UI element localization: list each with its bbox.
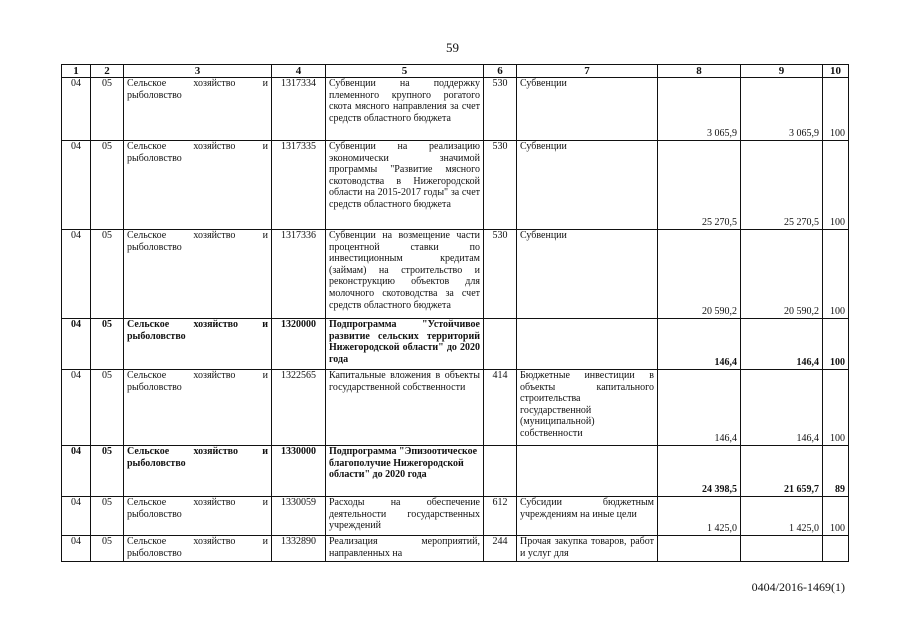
cell-subsection: 05: [91, 78, 124, 141]
cell-executed: 25 270,5: [741, 141, 823, 230]
cell-percent: 89: [823, 446, 849, 497]
cell-expense-name: Субсидии бюджетным учреждениям на иные цели: [517, 497, 658, 536]
col-header-10: 10: [823, 65, 849, 78]
cell-expense-name: Субвенции: [517, 141, 658, 230]
cell-executed: 146,4: [741, 370, 823, 446]
cell-percent: 100: [823, 78, 849, 141]
cell-subsection: 05: [91, 230, 124, 319]
cell-target-code: 1317336: [272, 230, 326, 319]
cell-executed: 1 425,0: [741, 497, 823, 536]
cell-target-code: 1330000: [272, 446, 326, 497]
cell-expense-name: Прочая закупка товаров, работ и услуг для: [517, 536, 658, 562]
cell-section: 04: [62, 536, 91, 562]
cell-target-code: 1332890: [272, 536, 326, 562]
cell-planned: 24 398,5: [658, 446, 741, 497]
cell-description: Капитальные вложения в объекты государственной собственности: [326, 370, 484, 446]
cell-subsection: 05: [91, 319, 124, 370]
col-header-2: 2: [91, 65, 124, 78]
cell-executed: 3 065,9: [741, 78, 823, 141]
cell-section: 04: [62, 497, 91, 536]
cell-subsection: 05: [91, 141, 124, 230]
cell-planned: 146,4: [658, 319, 741, 370]
cell-expense-type: 530: [484, 230, 517, 319]
table-row: [62, 446, 849, 497]
cell-percent: 100: [823, 141, 849, 230]
table-row: [62, 370, 849, 446]
cell-target-code: 1317335: [272, 141, 326, 230]
cell-expense-name: [517, 446, 658, 497]
col-header-5: 5: [326, 65, 484, 78]
cell-planned: [658, 536, 741, 562]
cell-section: 04: [62, 370, 91, 446]
cell-section-name: Сельское хозяйство и рыболовство: [124, 370, 272, 446]
col-header-1: 1: [62, 65, 91, 78]
cell-expense-name: Субвенции: [517, 78, 658, 141]
col-header-9: 9: [741, 65, 823, 78]
col-header-6: 6: [484, 65, 517, 78]
cell-section-name: Сельское хозяйство и рыболовство: [124, 78, 272, 141]
cell-subsection: 05: [91, 446, 124, 497]
cell-expense-name: [517, 319, 658, 370]
page-number: 59: [446, 40, 459, 55]
cell-executed: 146,4: [741, 319, 823, 370]
header-row: [62, 65, 849, 78]
cell-percent: 100: [823, 497, 849, 536]
cell-section-name: Сельское хозяйство и рыболовство: [124, 497, 272, 536]
cell-section-name: Сельское хозяйство и рыболовство: [124, 141, 272, 230]
cell-target-code: 1320000: [272, 319, 326, 370]
cell-planned: 146,4: [658, 370, 741, 446]
cell-description: Расходы на обеспечение деятельности государственных учреждений: [326, 497, 484, 536]
cell-expense-type: 530: [484, 78, 517, 141]
cell-percent: 100: [823, 319, 849, 370]
cell-description: Подпрограмма "Эпизоотическое благополучие Нижегородской области" до 2020 года: [326, 446, 484, 497]
cell-expense-type: 612: [484, 497, 517, 536]
cell-section: 04: [62, 78, 91, 141]
cell-section: 04: [62, 141, 91, 230]
cell-target-code: 1330059: [272, 497, 326, 536]
table-row: [62, 319, 849, 370]
cell-section-name: Сельское хозяйство и рыболовство: [124, 536, 272, 562]
cell-description: Субвенции на поддержку племенного крупного рогатого скота мясного направления за счет средств областного бюджета: [326, 78, 484, 141]
cell-planned: 20 590,2: [658, 230, 741, 319]
cell-description: Субвенции на реализацию экономически значимой программы "Развитие мясного скотоводства в Нижегородской области на 2015-2017 годы" за счет средств областного бюджета: [326, 141, 484, 230]
cell-description: Субвенции на возмещение части процентной ставки по инвестиционным кредитам (займам) на строительство и реконструкцию объектов для молочного скотоводства за счет средств областного бюджета: [326, 230, 484, 319]
cell-target-code: 1317334: [272, 78, 326, 141]
table-row: [62, 536, 849, 562]
col-header-3: 3: [124, 65, 272, 78]
cell-section: 04: [62, 230, 91, 319]
cell-planned: 3 065,9: [658, 78, 741, 141]
cell-expense-type: 414: [484, 370, 517, 446]
cell-section-name: Сельское хозяйство и рыболовство: [124, 446, 272, 497]
cell-expense-name: Бюджетные инвестиции в объекты капитального строительства государственной (муниципальной) собственности: [517, 370, 658, 446]
budget-table: [61, 64, 849, 562]
cell-planned: 1 425,0: [658, 497, 741, 536]
cell-executed: [741, 536, 823, 562]
cell-subsection: 05: [91, 497, 124, 536]
cell-target-code: 1322565: [272, 370, 326, 446]
cell-planned: 25 270,5: [658, 141, 741, 230]
cell-description: Подпрограмма "Устойчивое развитие сельских территорий Нижегородской области" до 2020 года: [326, 319, 484, 370]
table-row: [62, 78, 849, 141]
col-header-4: 4: [272, 65, 326, 78]
document-reference: 0404/2016-1469(1): [751, 580, 845, 594]
cell-expense-type: [484, 319, 517, 370]
cell-executed: 21 659,7: [741, 446, 823, 497]
cell-executed: 20 590,2: [741, 230, 823, 319]
table-row: [62, 230, 849, 319]
cell-section: 04: [62, 446, 91, 497]
cell-subsection: 05: [91, 536, 124, 562]
cell-expense-type: 530: [484, 141, 517, 230]
cell-percent: 100: [823, 370, 849, 446]
cell-percent: 100: [823, 230, 849, 319]
col-header-7: 7: [517, 65, 658, 78]
table-row: [62, 497, 849, 536]
cell-section: 04: [62, 319, 91, 370]
cell-subsection: 05: [91, 370, 124, 446]
col-header-8: 8: [658, 65, 741, 78]
cell-percent: [823, 536, 849, 562]
cell-section-name: Сельское хозяйство и рыболовство: [124, 230, 272, 319]
table-row: [62, 141, 849, 230]
cell-description: Реализация мероприятий, направленных на: [326, 536, 484, 562]
cell-expense-type: 244: [484, 536, 517, 562]
cell-expense-type: [484, 446, 517, 497]
cell-section-name: Сельское хозяйство и рыболовство: [124, 319, 272, 370]
cell-expense-name: Субвенции: [517, 230, 658, 319]
